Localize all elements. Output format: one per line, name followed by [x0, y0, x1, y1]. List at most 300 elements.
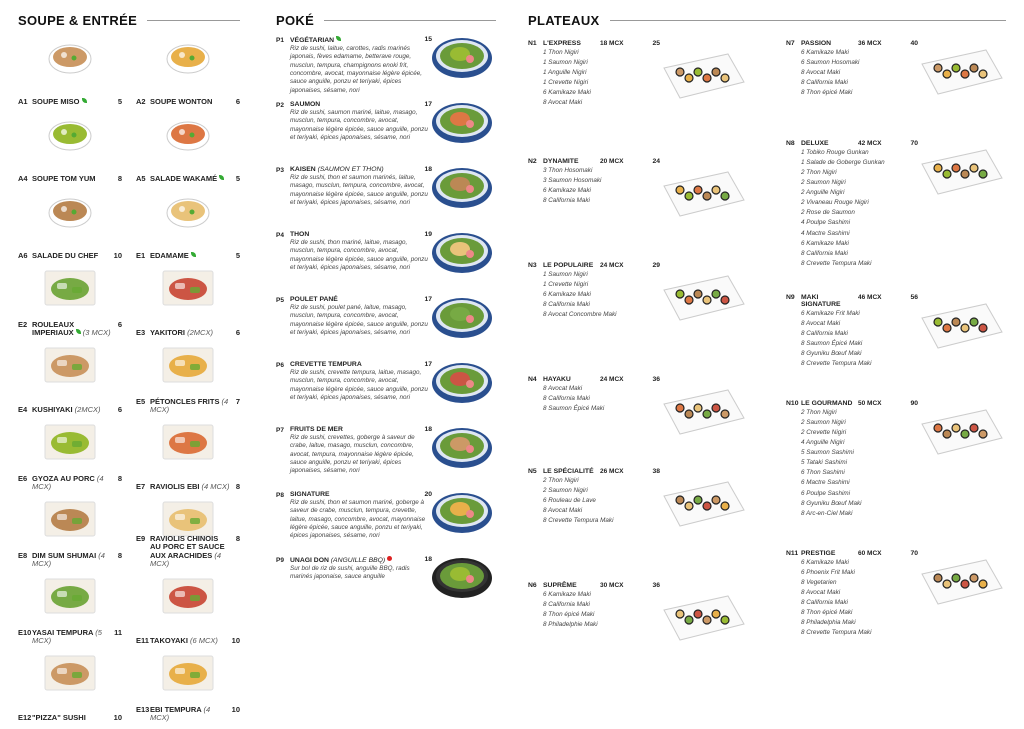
section-header [276, 10, 496, 30]
item-price: 18 [424, 166, 432, 173]
plateau-pieces: 46 MCX [858, 294, 882, 301]
plateau-content-item: 8 Crevette Tempura Maki [801, 629, 872, 637]
section-divider [147, 20, 240, 21]
sushi-tray-image [916, 404, 1006, 460]
menu-item-caption [136, 329, 240, 338]
plateau-code: N1 [528, 40, 537, 47]
item-quantity: (2MCX) [187, 328, 213, 338]
plateau-content-item: 1 Tobiko Rouge Gunkan [801, 149, 869, 156]
item-price: 15 [424, 36, 432, 43]
menu-item [18, 36, 122, 113]
plateau-name: MAKI SIGNATURE [801, 294, 841, 308]
item-price: 17 [424, 101, 432, 108]
item-price: 5 [235, 251, 240, 261]
plateau-pieces: 36 MCX [858, 40, 882, 47]
plateau-price: 56 [910, 294, 918, 301]
item-price: 10 [231, 704, 240, 714]
poke-item [276, 101, 496, 166]
plateau-price: 70 [910, 140, 918, 147]
plateau-content-item: 8 Avocat Maki [801, 320, 841, 328]
plateau-content-item: 8 Crevette Tempura Maki [543, 517, 614, 525]
item-price: 8 [117, 473, 122, 483]
item-name [150, 706, 230, 723]
menu-item [18, 113, 122, 190]
menu-item-caption [18, 175, 122, 184]
item-name [150, 637, 230, 646]
item-header [290, 556, 432, 564]
item-name [32, 175, 112, 184]
item-name [32, 475, 112, 492]
plateau-code: N7 [786, 40, 795, 47]
item-name-text: TAKOYAKI [150, 636, 188, 646]
item-code: E12 [18, 713, 32, 723]
plateau-item [786, 294, 1016, 369]
plateau-item [786, 140, 1016, 269]
item-description: Riz de sushi, crevette tempura, laitue, masago, musclun, tempura, concombre, avocat, mayonnaise légère épicée, sauce anguille, ponzu et teriyaki, épices japonaises, sésame, nori [290, 369, 428, 402]
item-name-text: SOUPE MISO [32, 97, 80, 107]
menu-item [136, 113, 240, 190]
item-name: SIGNATURE [290, 491, 330, 498]
item-name-text: SOUPE TOM YUM [32, 174, 96, 184]
vegetarian-leaf-icon [336, 36, 341, 41]
plateau-pieces: 20 MCX [600, 158, 624, 165]
item-name-text: GYOZA AU PORC [32, 473, 95, 483]
item-name [32, 714, 112, 723]
item-name: POULET PANÉ [290, 296, 338, 303]
plateau-content-item: 6 Poulpe Sashimi [801, 489, 851, 497]
plateau-content-item: 2 Crevette Nigiri [801, 429, 847, 437]
item-price: 17 [424, 361, 432, 368]
item-price: 18 [424, 426, 432, 433]
menu-item [18, 498, 122, 575]
plateau-content-item: 6 Rouleau de Lave [543, 497, 596, 505]
item-code: A1 [18, 97, 28, 107]
item-name-wrap [290, 231, 309, 238]
plateau-header [528, 376, 758, 383]
plateau-content-item: 8 Philadelphia Maki [801, 619, 856, 627]
plateau-name: HAYAKU [543, 376, 571, 383]
item-subtitle: (ANGUILLE BBQ) [330, 557, 386, 564]
plateau-content-item: 2 Thon Nigiri [801, 409, 837, 416]
item-name-wrap [290, 426, 343, 433]
poke-list [276, 36, 496, 621]
plateau-header [528, 582, 758, 589]
plateau-item [786, 40, 1016, 98]
menu-item-caption [136, 175, 240, 184]
item-quantity: (4 MCX) [150, 704, 211, 723]
plateau-name: LE GOURMAND [801, 400, 853, 407]
plateau-content-item: 8 Avocat Concombre Maki [543, 311, 617, 319]
plateau-content-item: 3 Saumon Hosomaki [543, 177, 602, 185]
menu-item-caption [18, 714, 122, 723]
item-price: 10 [113, 251, 122, 261]
item-name-wrap [290, 101, 320, 108]
plateau-item [528, 376, 758, 414]
section-divider [324, 20, 496, 21]
plateau-content-item: 2 Anguille Nigiri [801, 189, 845, 197]
item-name-text: EDAMAME [150, 251, 189, 261]
plateau-content-item: 1 Saumon Nigiri [543, 59, 588, 67]
menu-item [18, 652, 122, 729]
plateau-content-item: 8 California Maki [801, 330, 848, 338]
plateau-code: N10 [786, 400, 799, 407]
section-divider [610, 20, 1007, 21]
section-header [18, 10, 240, 30]
plateau-content-item: 8 Thon épicé Maki [801, 89, 853, 97]
item-name [32, 406, 112, 415]
item-name: SAUMON [290, 101, 321, 108]
yakitori-image [161, 269, 215, 307]
fried-scallops-image [161, 346, 215, 384]
poke-bowl-image [430, 292, 494, 340]
plateau-content-item: 8 Saumon Épicé Maki [801, 340, 863, 348]
vegetarian-leaf-icon [82, 98, 87, 103]
item-code: E5 [136, 396, 146, 406]
item-header [290, 361, 432, 368]
plateau-code: N8 [786, 140, 795, 147]
item-quantity: (2MCX) [74, 405, 101, 415]
item-name-text: KUSHIYAKI [32, 405, 73, 415]
wakame-salad-image [161, 115, 215, 153]
plateau-code: N11 [786, 550, 799, 557]
menu-item [136, 267, 240, 344]
item-header [290, 426, 432, 433]
plateau-content-item: 5 Saumon Sashimi [801, 449, 854, 457]
item-name-text: "PIZZA" SUSHI [32, 713, 86, 723]
pizza-sushi-image [43, 654, 97, 692]
item-header [290, 166, 432, 173]
menu-item-caption [18, 252, 122, 261]
item-name-wrap [290, 166, 384, 173]
item-name-text: RAVIOLIS EBI [150, 482, 200, 492]
item-code: P9 [276, 557, 284, 564]
plateau-content-item: 4 Poulpe Sashimi [801, 219, 851, 227]
item-price: 20 [424, 491, 432, 498]
item-name-text: SALADE WAKAMÉ [150, 174, 218, 184]
vegetarian-leaf-icon [191, 252, 196, 257]
poke-item [276, 426, 496, 491]
poke-item-body [290, 491, 432, 556]
plateau-content-item: 6 Kamikaze Maki [543, 89, 591, 97]
plateau-name: DELUXE [801, 140, 829, 147]
poke-item [276, 491, 496, 556]
tom-yum-bowl-image [43, 115, 97, 153]
plateau-pieces: 42 MCX [858, 140, 882, 147]
plateau-content-item: 2 Saumon Nigiri [801, 179, 846, 187]
vegetarian-leaf-icon [76, 329, 81, 334]
plateau-content-item: 1 Crevette Nigiri [543, 281, 589, 289]
item-name [32, 98, 112, 107]
plateau-code: N2 [528, 158, 537, 165]
shumai-image [43, 500, 97, 538]
plateaux-section [528, 10, 1006, 637]
plateau-content-item: 8 California Maki [801, 249, 848, 257]
miso-soup-bowl-image [43, 38, 97, 76]
plateau-content-item: 8 Avocat Maki [543, 99, 583, 107]
menu-item-caption [18, 98, 122, 107]
item-name-wrap [290, 556, 392, 564]
item-name [32, 252, 112, 261]
item-code: A2 [136, 97, 146, 107]
poke-section [276, 10, 496, 621]
item-name [150, 398, 230, 415]
item-quantity: (4 MCX) [150, 396, 229, 415]
item-price: 8 [117, 550, 122, 560]
sushi-tray-image [658, 590, 748, 646]
peanut-dumplings-image [161, 500, 215, 538]
section-title: PLATEAUX [528, 12, 600, 28]
plateau-content-item: 1 Anguille Nigiri [543, 69, 587, 77]
sushi-tray-image [658, 166, 748, 222]
poke-item [276, 231, 496, 296]
plateau-content-item: 3 Thon Hosomaki [543, 167, 593, 174]
item-name-text: YAKITORI [150, 328, 186, 338]
poke-item [276, 556, 496, 621]
plateau-price: 25 [652, 40, 660, 47]
plateau-code: N5 [528, 468, 537, 475]
poke-item-body [290, 166, 432, 231]
item-code: P7 [276, 427, 284, 434]
item-name-text: EBI TEMPURA [150, 704, 202, 714]
plateau-content-item: 6 Mactre Sashimi [801, 479, 850, 487]
plateau-content-item: 6 Kamikaze Maki [543, 291, 591, 299]
plateau-name: DYNAMITE [543, 158, 579, 165]
item-name-wrap [290, 36, 341, 44]
item-code: E7 [136, 482, 146, 492]
plateau-content-item: 6 Kamikaze Maki [543, 187, 591, 195]
menu-item [136, 575, 240, 652]
item-name-text: PÉTONCLES FRITS [150, 396, 220, 406]
plateau-content-item: 8 Vegetarien [801, 579, 837, 587]
plateau-content-item: 8 Crevette Tempura Maki [801, 360, 872, 368]
plateau-name: PRESTIGE [801, 550, 836, 557]
menu-item-caption [136, 637, 240, 646]
menu-item [18, 344, 122, 421]
item-code: P8 [276, 492, 284, 499]
menu-item-caption [18, 406, 122, 415]
item-name [150, 329, 230, 338]
plateau-item [528, 40, 758, 108]
poke-item [276, 361, 496, 426]
vegetarian-leaf-icon [219, 175, 224, 180]
wonton-soup-bowl-image [161, 38, 215, 76]
plateau-content-item: 6 Saumon Hosomaki [801, 59, 860, 67]
menu-item-caption [136, 398, 240, 415]
poke-item-body [290, 36, 432, 101]
plateau-code: N6 [528, 582, 537, 589]
item-description: Riz de sushi, thon mariné, laitue, masago, musclun, tempura, concombre, avocat, mayonnaise légère épicée, sauce anguille, ponzu et teriyaki, épices japonaises, sésame, nori [290, 239, 428, 272]
plateau-content-item: 8 Avocat Maki [543, 385, 583, 392]
sushi-tray-image [916, 44, 1006, 100]
plateau-content-item: 6 Kamikaze Maki [801, 49, 849, 56]
plateau-item [528, 468, 758, 526]
plateau-content-item: 2 Thon Nigiri [801, 169, 837, 177]
item-name [150, 535, 230, 570]
section-header [528, 10, 1006, 30]
item-quantity: (4 MCX) [201, 482, 230, 492]
plateau-name: LE POPULAIRE [543, 262, 594, 269]
poke-bowl-image [430, 227, 494, 275]
plateau-content-item: 6 Kamikaze Maki [801, 559, 849, 566]
plateau-content-item: 1 Salade de Goberge Gunkan [801, 159, 885, 167]
plateau-content-item: 8 California Maki [801, 599, 848, 607]
item-name [150, 483, 230, 492]
item-name: UNAGI DON [290, 557, 329, 564]
plateau-price: 36 [652, 376, 660, 383]
item-price: 17 [424, 296, 432, 303]
item-name: VÉGÉTARIAN [290, 37, 335, 44]
spring-rolls-image [43, 269, 97, 307]
item-quantity: (3 MCX) [82, 328, 111, 338]
poke-item-body [290, 426, 432, 491]
section-title: POKÉ [276, 12, 315, 28]
plateau-pieces: 26 MCX [600, 468, 624, 475]
plateau-header [528, 468, 758, 475]
item-code: P4 [276, 232, 284, 239]
chef-salad-image [43, 192, 97, 230]
item-price: 8 [235, 533, 240, 543]
poke-item-body [290, 361, 432, 426]
plateau-content-item: 1 Crevette Nigiri [543, 79, 589, 87]
menu-item-caption [136, 98, 240, 107]
yasai-tempura-image [43, 577, 97, 615]
sushi-tray-image [916, 554, 1006, 610]
item-code: E8 [18, 550, 28, 560]
item-code: E10 [18, 627, 32, 637]
menu-item [136, 498, 240, 575]
item-code: A6 [18, 251, 28, 261]
menu-item [136, 421, 240, 498]
plateau-content-item: 1 Saumon Nigiri [543, 271, 588, 278]
plateau-content-item: 4 Mactre Sashimi [801, 229, 850, 237]
plateau-pieces: 50 MCX [858, 400, 882, 407]
item-name [150, 175, 230, 184]
plateau-content-item: 6 Kamikaze Maki [543, 591, 591, 598]
item-name [32, 321, 112, 338]
item-code: P6 [276, 362, 284, 369]
plateau-price: 24 [652, 158, 660, 165]
plateau-content-item: 6 Kamikaze Frit Maki [801, 310, 860, 317]
item-price: 5 [235, 174, 240, 184]
menu-item [18, 421, 122, 498]
item-header [290, 101, 432, 108]
plateau-content-item: 8 Avocat Maki [801, 69, 841, 77]
poke-bowl-image [430, 422, 494, 470]
item-price: 7 [235, 396, 240, 406]
poke-item [276, 36, 496, 101]
item-name-text: ROULEAUX IMPERIAUX [32, 319, 75, 338]
item-name: THON [290, 231, 310, 238]
plateau-content-item: 2 Saumon Nigiri [543, 487, 588, 495]
item-code: A4 [18, 174, 28, 184]
item-code: E9 [136, 533, 146, 543]
plateau-price: 29 [652, 262, 660, 269]
menu-item-caption [136, 252, 240, 261]
section-title: SOUPE & ENTRÉE [18, 12, 138, 28]
plateau-pieces: 24 MCX [600, 376, 624, 383]
item-name [150, 98, 230, 107]
menu-item-caption [18, 321, 122, 338]
item-code: A5 [136, 174, 146, 184]
plateau-item [786, 400, 1016, 519]
item-name [32, 552, 112, 569]
plateau-header [528, 40, 758, 47]
sushi-tray-image [658, 384, 748, 440]
plateau-header [528, 158, 758, 165]
menu-item-caption [136, 706, 240, 723]
plateau-content-item: 1 Thon Nigiri [543, 49, 579, 56]
plateau-item [786, 550, 1016, 639]
plateau-content-item: 2 Rose de Saumon [801, 209, 855, 217]
plateau-content-item: 6 Thon Sashimi [801, 469, 845, 477]
item-code: E4 [18, 405, 28, 415]
item-header [290, 36, 432, 44]
item-description: Riz de sushi, thon et saumon mariné, goberge à saveur de crabe, musclun, tempura, crevette, laitue, masago, concombre, avocat, mayonnaise légère épicée, sauce anguille, ponzu et teriyaki, épices japonaises, sésame, nori [290, 499, 426, 540]
plateau-content-item: 4 Anguille Nigiri [801, 439, 845, 447]
plateau-item [528, 262, 758, 320]
item-quantity: (6 MCX) [190, 636, 218, 646]
item-name-wrap [290, 491, 330, 498]
spicy-chili-icon [387, 556, 392, 561]
plateau-content-item: 8 Avocat Maki [801, 589, 841, 597]
item-price: 10 [113, 713, 122, 723]
poke-bowl-image [430, 162, 494, 210]
item-price: 5 [117, 97, 122, 107]
item-name-text: DIM SUM SHUMAI [32, 550, 97, 560]
plateau-content-item: 8 California Maki [543, 301, 590, 309]
item-code: P1 [276, 37, 284, 44]
plateau-content-item: 8 Saumon Épicé Maki [543, 405, 605, 413]
item-name [32, 629, 112, 646]
item-quantity: (4 MCX) [150, 550, 221, 569]
item-name: CREVETTE TEMPURA [290, 361, 362, 368]
menu-item [136, 344, 240, 421]
item-header [290, 296, 432, 303]
sushi-tray-image [916, 144, 1006, 200]
item-name-text: SALADE DU CHEF [32, 251, 99, 261]
item-price: 8 [235, 482, 240, 492]
item-quantity: (5 MCX) [32, 627, 102, 646]
item-code: E2 [18, 319, 28, 329]
item-name: KAISEN [290, 166, 316, 173]
item-price: 19 [424, 231, 432, 238]
plateau-content-item: 8 Philadelphie Maki [543, 621, 598, 629]
menu-item-caption [18, 552, 122, 569]
plateau-content-item: 2 Saumon Nigiri [801, 419, 846, 427]
menu-item-caption [136, 483, 240, 492]
plateau-code: N3 [528, 262, 537, 269]
menu-item [136, 652, 240, 729]
item-description: Sur bol de riz de sushi, anguille BBQ, radis marinés japonaise, sauce anguille [290, 565, 410, 581]
plateau-content-item: 6 Kamikaze Maki [801, 239, 849, 247]
plateau-content-item: 8 Crevette Tempura Maki [801, 259, 872, 267]
item-name-text: RAVIOLIS CHINOIS AU PORC ET SAUCE AUX ARACHIDES [150, 533, 225, 560]
plateau-content-item: 2 Vivaneau Rouge Nigiri [801, 199, 869, 207]
item-price: 18 [424, 556, 432, 563]
sushi-tray-image [658, 48, 748, 104]
plateau-price: 40 [910, 40, 918, 47]
poke-bowl-image [430, 32, 494, 80]
plateau-content-item: 8 Gyuniku Bœuf Maki [801, 350, 862, 358]
plateau-price: 70 [910, 550, 918, 557]
item-code: E6 [18, 473, 28, 483]
sushi-tray-image [658, 270, 748, 326]
menu-item [18, 575, 122, 652]
plateau-price: 90 [910, 400, 918, 407]
menu-item [136, 36, 240, 113]
poke-bowl-image [430, 487, 494, 535]
ebi-dumplings-image [161, 423, 215, 461]
